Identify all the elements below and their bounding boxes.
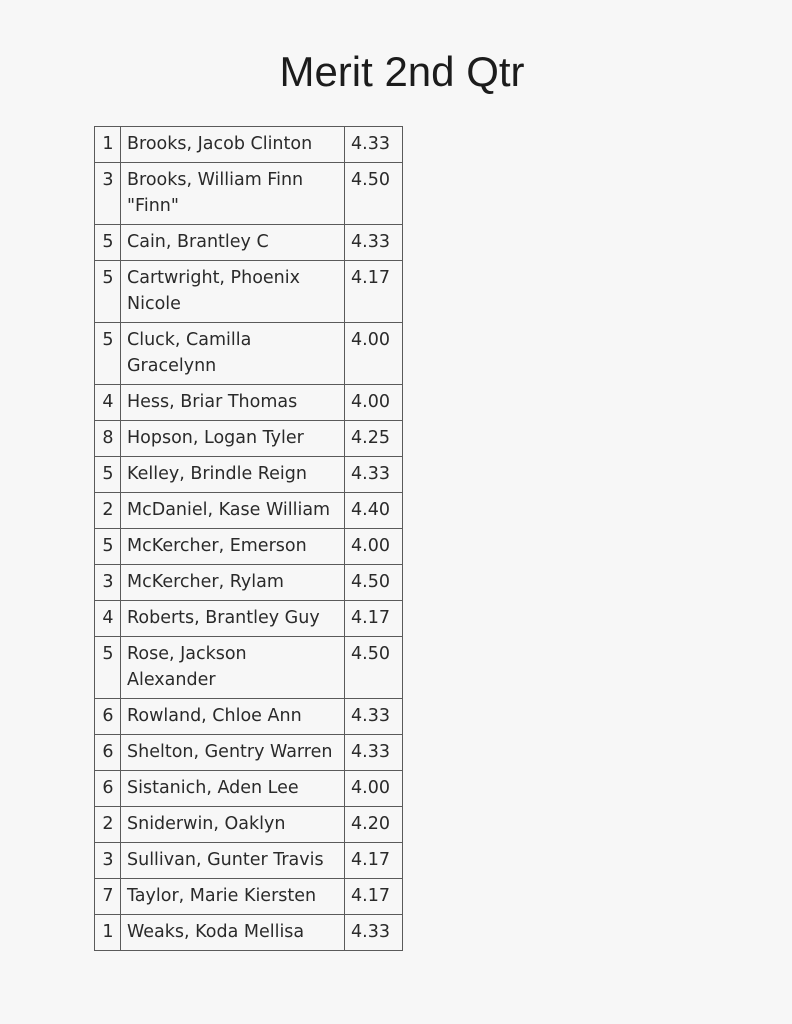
name-cell: McKercher, Emerson (121, 529, 345, 565)
gpa-cell: 4.00 (345, 529, 403, 565)
table-row (95, 879, 403, 915)
table-row (95, 529, 403, 565)
gpa-cell: 4.17 (345, 879, 403, 915)
table-row (95, 735, 403, 771)
grade-cell: 5 (95, 529, 121, 565)
gpa-cell: 4.33 (345, 127, 403, 163)
table-row (95, 915, 403, 951)
table-row (95, 771, 403, 807)
gpa-cell: 4.33 (345, 699, 403, 735)
gpa-cell: 4.25 (345, 421, 403, 457)
gpa-cell: 4.00 (345, 323, 403, 385)
name-cell: Rowland, Chloe Ann (121, 699, 345, 735)
grade-cell: 2 (95, 807, 121, 843)
table-row (95, 385, 403, 421)
gpa-cell: 4.00 (345, 771, 403, 807)
name-cell: Cluck, Camilla Gracelynn (121, 323, 345, 385)
name-cell: Cain, Brantley C (121, 225, 345, 261)
name-cell: Sniderwin, Oaklyn (121, 807, 345, 843)
name-cell: Brooks, Jacob Clinton (121, 127, 345, 163)
merit-table (94, 126, 403, 951)
name-cell: Hopson, Logan Tyler (121, 421, 345, 457)
gpa-cell: 4.17 (345, 843, 403, 879)
name-cell: Shelton, Gentry Warren (121, 735, 345, 771)
grade-cell: 3 (95, 163, 121, 225)
gpa-cell: 4.33 (345, 225, 403, 261)
name-cell: Weaks, Koda Mellisa (121, 915, 345, 951)
table-row (95, 421, 403, 457)
grade-cell: 4 (95, 601, 121, 637)
name-cell: Roberts, Brantley Guy (121, 601, 345, 637)
table-row (95, 699, 403, 735)
name-cell: Taylor, Marie Kiersten (121, 879, 345, 915)
grade-cell: 5 (95, 637, 121, 699)
gpa-cell: 4.33 (345, 735, 403, 771)
grade-cell: 6 (95, 699, 121, 735)
gpa-cell: 4.50 (345, 637, 403, 699)
grade-cell: 6 (95, 735, 121, 771)
gpa-cell: 4.50 (345, 565, 403, 601)
grade-cell: 5 (95, 323, 121, 385)
table-row (95, 843, 403, 879)
name-cell: Brooks, William Finn "Finn" (121, 163, 345, 225)
grade-cell: 5 (95, 261, 121, 323)
name-cell: Cartwright, Phoenix Nicole (121, 261, 345, 323)
table-row (95, 323, 403, 385)
table-row (95, 807, 403, 843)
name-cell: Sullivan, Gunter Travis (121, 843, 345, 879)
table-row (95, 637, 403, 699)
gpa-cell: 4.33 (345, 457, 403, 493)
grade-cell: 5 (95, 457, 121, 493)
table-row (95, 493, 403, 529)
gpa-cell: 4.33 (345, 915, 403, 951)
name-cell: Sistanich, Aden Lee (121, 771, 345, 807)
grade-cell: 3 (95, 843, 121, 879)
grade-cell: 1 (95, 915, 121, 951)
table-row (95, 565, 403, 601)
gpa-cell: 4.50 (345, 163, 403, 225)
grade-cell: 7 (95, 879, 121, 915)
name-cell: McDaniel, Kase William (121, 493, 345, 529)
table-row (95, 601, 403, 637)
name-cell: Hess, Briar Thomas (121, 385, 345, 421)
gpa-cell: 4.00 (345, 385, 403, 421)
table-row (95, 163, 403, 225)
table-row (95, 225, 403, 261)
gpa-cell: 4.17 (345, 261, 403, 323)
table-row (95, 261, 403, 323)
table-row (95, 457, 403, 493)
gpa-cell: 4.40 (345, 493, 403, 529)
grade-cell: 6 (95, 771, 121, 807)
table-row (95, 127, 403, 163)
page-title: Merit 2nd Qtr (279, 48, 525, 95)
name-cell: McKercher, Rylam (121, 565, 345, 601)
grade-cell: 1 (95, 127, 121, 163)
grade-cell: 8 (95, 421, 121, 457)
gpa-cell: 4.17 (345, 601, 403, 637)
grade-cell: 5 (95, 225, 121, 261)
grade-cell: 2 (95, 493, 121, 529)
gpa-cell: 4.20 (345, 807, 403, 843)
grade-cell: 4 (95, 385, 121, 421)
merit-table-body (95, 127, 403, 951)
name-cell: Rose, Jackson Alexander (121, 637, 345, 699)
name-cell: Kelley, Brindle Reign (121, 457, 345, 493)
grade-cell: 3 (95, 565, 121, 601)
